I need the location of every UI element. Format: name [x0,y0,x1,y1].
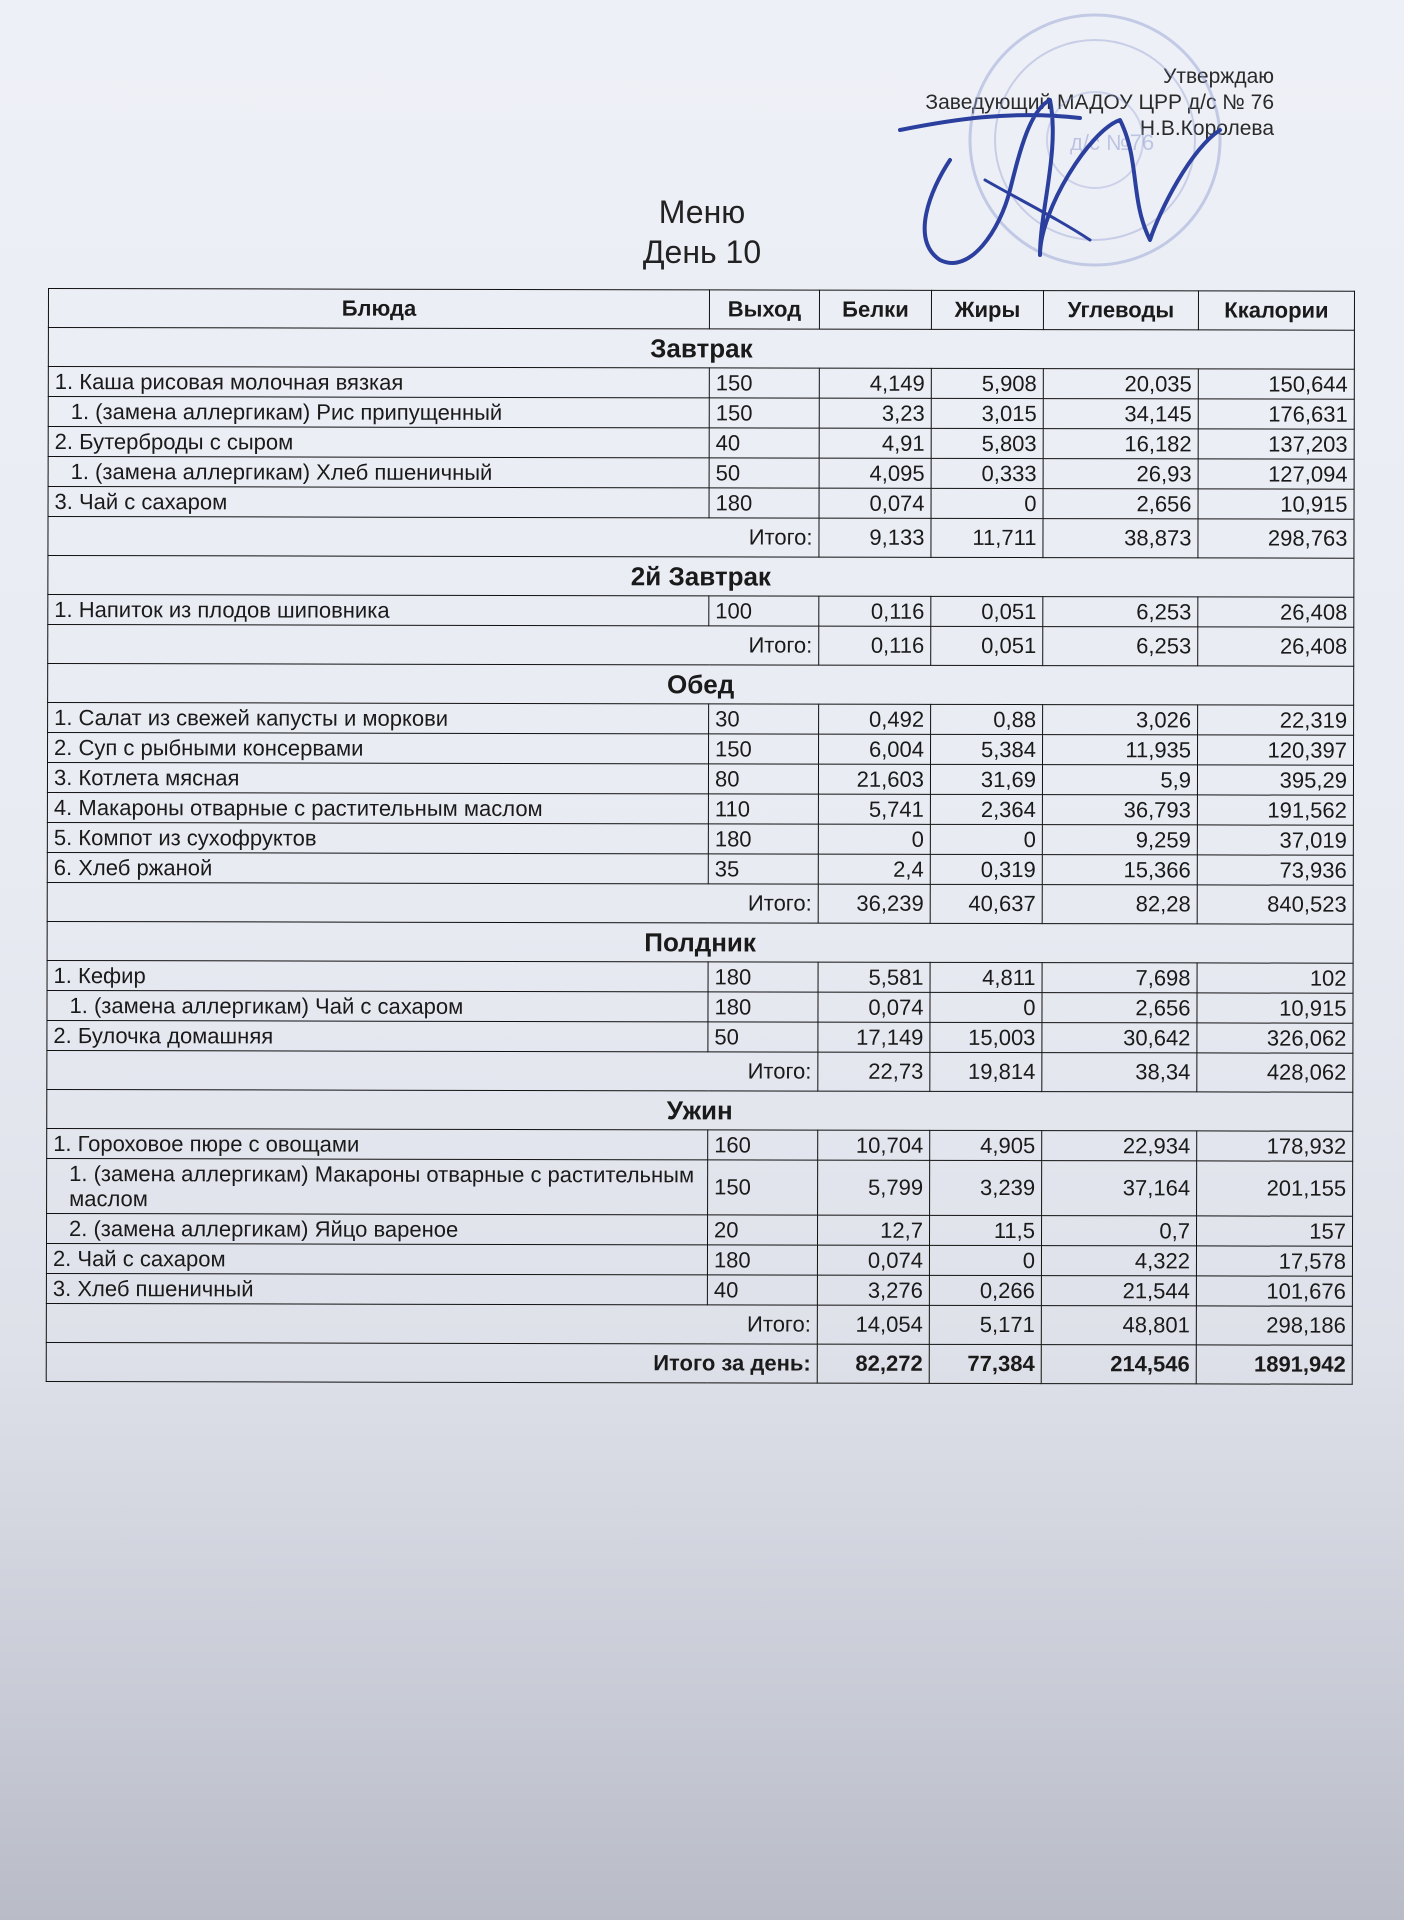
dish-carbs: 11,935 [1043,735,1198,765]
dish-name: 1. Кефир [47,960,708,991]
dish-fats: 0,88 [931,704,1043,734]
dish-carbs: 2,656 [1042,993,1197,1023]
dish-calories: 191,562 [1197,795,1353,825]
total-fats: 40,637 [930,884,1042,923]
dish-carbs: 5,9 [1042,765,1197,795]
section-header [48,328,1354,370]
dish-output: 160 [708,1130,818,1160]
dish-output: 150 [709,398,819,428]
dish-carbs: 20,035 [1043,369,1198,399]
dish-calories: 395,29 [1197,765,1353,795]
section-total-row [48,625,1354,667]
dish-name: 4. Макароны отварные с растительным маслом [47,792,708,823]
section-total-row [47,882,1353,924]
title-day: День 10 [642,234,762,270]
dish-carbs: 2,656 [1043,489,1198,519]
total-calories: 298,763 [1198,519,1354,558]
dish-proteins: 0,116 [819,596,931,626]
dish-proteins: 4,095 [819,458,931,488]
dish-calories: 17,578 [1196,1246,1352,1276]
grand-total-label: Итого за день: [46,1342,817,1383]
dish-carbs: 26,93 [1043,459,1198,489]
dish-name: 2. Суп с рыбными консервами [48,733,709,764]
total-proteins: 0,116 [819,626,931,665]
dish-output: 180 [708,992,818,1022]
grand-total-calories: 1891,942 [1196,1345,1352,1384]
dish-carbs: 16,182 [1043,429,1198,459]
dish-name: 1. (замена аллергикам) Рис припущенный [48,397,709,428]
total-calories: 26,408 [1198,627,1354,666]
total-carbs: 6,253 [1043,627,1198,666]
dish-calories: 22,319 [1198,705,1354,735]
dish-proteins: 17,149 [818,1022,930,1052]
grand-total-proteins: 82,272 [817,1344,929,1383]
dish-carbs: 9,259 [1042,825,1197,855]
dish-output: 180 [708,824,818,854]
total-label: Итого: [48,625,819,666]
dish-name: 1. (замена аллергикам) Хлеб пшеничный [48,457,709,488]
dish-carbs: 37,164 [1042,1161,1197,1216]
dish-carbs: 30,642 [1042,1023,1197,1053]
menu-table [46,288,1355,1385]
table-row [47,1128,1353,1161]
dish-fats: 3,015 [931,398,1043,428]
table-row [46,1243,1352,1276]
dish-carbs: 36,793 [1042,795,1197,825]
dish-proteins: 10,704 [818,1130,930,1160]
dish-fats: 5,384 [931,734,1043,764]
grand-total-fats: 77,384 [929,1344,1041,1383]
total-fats: 5,171 [929,1305,1041,1344]
dish-fats: 4,905 [930,1130,1042,1160]
dish-carbs: 15,366 [1042,855,1197,885]
dish-proteins: 0,492 [819,704,931,734]
total-calories: 428,062 [1197,1053,1353,1092]
dish-calories: 102 [1197,963,1353,993]
document-title [0,192,1404,272]
dish-carbs: 21,544 [1041,1276,1196,1306]
dish-name: 3. Котлета мясная [47,763,708,794]
dish-fats: 0 [929,1245,1041,1275]
header-carbs: Углеводы [1043,291,1198,330]
dish-output: 50 [709,458,819,488]
dish-output: 35 [708,854,818,884]
table-row [47,960,1353,993]
dish-proteins: 5,741 [818,794,930,824]
dish-name: 1. Салат из свежей капусты и моркови [48,703,709,734]
dish-carbs: 22,934 [1042,1131,1197,1161]
header-output: Выход [709,290,819,329]
table-row [47,822,1353,855]
grand-total-carbs: 214,546 [1041,1345,1196,1384]
dish-output: 80 [708,764,818,794]
dish-calories: 101,676 [1196,1276,1352,1306]
total-carbs: 38,34 [1042,1053,1197,1092]
table-row [48,595,1354,628]
dish-carbs: 7,698 [1042,963,1197,993]
dish-fats: 31,69 [930,764,1042,794]
dish-proteins: 3,23 [819,398,931,428]
total-label: Итого: [48,517,819,558]
total-label: Итого: [47,882,818,923]
dish-proteins: 6,004 [819,734,931,764]
section-title: Ужин [47,1089,1353,1131]
dish-name: 2. Бутерброды с сыром [48,427,709,458]
dish-calories: 37,019 [1197,825,1353,855]
dish-output: 150 [708,1160,818,1215]
dish-carbs: 34,145 [1043,399,1198,429]
dish-fats: 0,051 [931,596,1043,626]
dish-name: 2. Булочка домашняя [47,1020,708,1051]
dish-proteins: 5,581 [818,962,930,992]
dish-proteins: 21,603 [818,764,930,794]
section-total-row [46,1303,1352,1345]
total-label: Итого: [47,1050,818,1091]
dish-proteins: 3,276 [817,1275,929,1305]
dish-fats: 0,333 [931,458,1043,488]
table-row [47,1158,1353,1216]
section-total-row [48,517,1354,559]
dish-output: 180 [707,1245,817,1275]
dish-name: 1. Напиток из плодов шиповника [48,595,709,626]
table-row [46,1213,1352,1246]
total-calories: 298,186 [1196,1306,1352,1345]
dish-proteins: 2,4 [818,854,930,884]
dish-fats: 15,003 [930,1022,1042,1052]
table-row [48,427,1354,460]
total-fats: 11,711 [931,518,1043,557]
dish-proteins: 0 [818,824,930,854]
table-row [48,397,1354,430]
dish-calories: 127,094 [1198,459,1354,489]
dish-output: 150 [709,368,819,398]
dish-fats: 5,803 [931,428,1043,458]
dish-name: 2. (замена аллергикам) Яйцо вареное [46,1213,707,1244]
dish-carbs: 6,253 [1043,597,1198,627]
table-row [47,990,1353,1023]
section-title: 2й Завтрак [48,556,1354,598]
dish-fats: 0,319 [930,854,1042,884]
dish-output: 180 [708,962,818,992]
header-row [48,289,1354,331]
table-row [48,733,1354,766]
dish-fats: 3,239 [930,1160,1042,1215]
dish-output: 110 [708,794,818,824]
header-dish: Блюда [48,289,709,329]
dish-calories: 326,062 [1197,1023,1353,1053]
dish-output: 20 [707,1215,817,1245]
dish-proteins: 4,91 [819,428,931,458]
section-title: Полдник [47,921,1353,963]
table-row [46,1273,1352,1306]
table-row [47,792,1353,825]
dish-calories: 120,397 [1198,735,1354,765]
section-title: Завтрак [48,328,1354,370]
dish-fats: 0 [931,488,1043,518]
dish-carbs: 0,7 [1041,1216,1196,1246]
dish-name: 3. Чай с сахаром [48,487,709,518]
header-proteins: Белки [819,290,931,329]
dish-fats: 0 [930,824,1042,854]
dish-proteins: 0,074 [817,1245,929,1275]
section-header [48,556,1354,598]
total-calories: 840,523 [1197,885,1353,924]
dish-proteins: 12,7 [817,1215,929,1245]
dish-proteins: 4,149 [819,368,931,398]
dish-output: 100 [709,596,819,626]
approval-line-approve: Утверждаю [1163,65,1274,88]
table-row [48,703,1354,736]
dish-output: 40 [707,1275,817,1305]
section-header [47,921,1353,963]
total-carbs: 48,801 [1041,1306,1196,1345]
total-proteins: 36,239 [818,884,930,923]
dish-name: 1. (замена аллергикам) Макароны отварные с растительным маслом [47,1158,708,1214]
table-row [47,1020,1353,1053]
dish-calories: 10,915 [1197,993,1353,1023]
dish-fats: 4,811 [930,962,1042,992]
dish-calories: 26,408 [1198,597,1354,627]
dish-calories: 176,631 [1198,399,1354,429]
dish-carbs: 3,026 [1043,705,1198,735]
table-row [47,763,1353,796]
dish-fats: 0,266 [929,1275,1041,1305]
dish-name: 1. (замена аллергикам) Чай с сахаром [47,990,708,1021]
dish-output: 150 [709,734,819,764]
header-fats: Жиры [931,290,1043,329]
dish-calories: 150,644 [1198,369,1354,399]
dish-fats: 5,908 [931,368,1043,398]
dish-fats: 0 [930,992,1042,1022]
dish-calories: 73,936 [1197,855,1353,885]
total-proteins: 9,133 [819,518,931,557]
dish-name: 6. Хлеб ржаной [47,852,708,883]
header-calories: Ккалории [1198,291,1354,330]
dish-carbs: 4,322 [1041,1246,1196,1276]
total-carbs: 82,28 [1042,885,1197,924]
dish-proteins: 0,074 [819,488,931,518]
approval-line-position: Заведующий МАДОУ ЦРР д/с № 76 [925,91,1274,114]
dish-name: 2. Чай с сахаром [46,1243,707,1274]
dish-proteins: 5,799 [818,1160,930,1215]
dish-name: 1. Каша рисовая молочная вязкая [48,367,709,398]
dish-name: 1. Гороховое пюре с овощами [47,1128,708,1159]
dish-output: 40 [709,428,819,458]
dish-output: 30 [709,704,819,734]
section-total-row [47,1050,1353,1092]
dish-calories: 201,155 [1197,1161,1353,1216]
dish-name: 3. Хлеб пшеничный [46,1273,707,1304]
stamp-text: д/с №76 [1070,130,1155,155]
total-fats: 0,051 [931,626,1043,665]
total-proteins: 22,73 [818,1052,930,1091]
dish-output: 50 [708,1022,818,1052]
total-label: Итого: [46,1303,817,1344]
dish-calories: 178,932 [1197,1131,1353,1161]
dish-fats: 2,364 [930,794,1042,824]
section-header [47,1089,1353,1131]
dish-calories: 157 [1196,1216,1352,1246]
approval-line-name: Н.В.Королева [1139,117,1274,140]
table-row [48,487,1354,520]
dish-name: 5. Компот из сухофруктов [47,822,708,853]
section-title: Обед [48,664,1354,706]
table-row [48,367,1354,400]
table-row [48,457,1354,490]
title-menu: Меню [658,194,746,230]
grand-total-row [46,1342,1352,1384]
section-header [48,664,1354,706]
total-carbs: 38,873 [1043,519,1198,558]
dish-calories: 137,203 [1198,429,1354,459]
table-row [47,852,1353,885]
dish-proteins: 0,074 [818,992,930,1022]
dish-output: 180 [709,488,819,518]
total-proteins: 14,054 [817,1305,929,1344]
dish-fats: 11,5 [929,1215,1041,1245]
total-fats: 19,814 [930,1052,1042,1091]
dish-calories: 10,915 [1198,489,1354,519]
